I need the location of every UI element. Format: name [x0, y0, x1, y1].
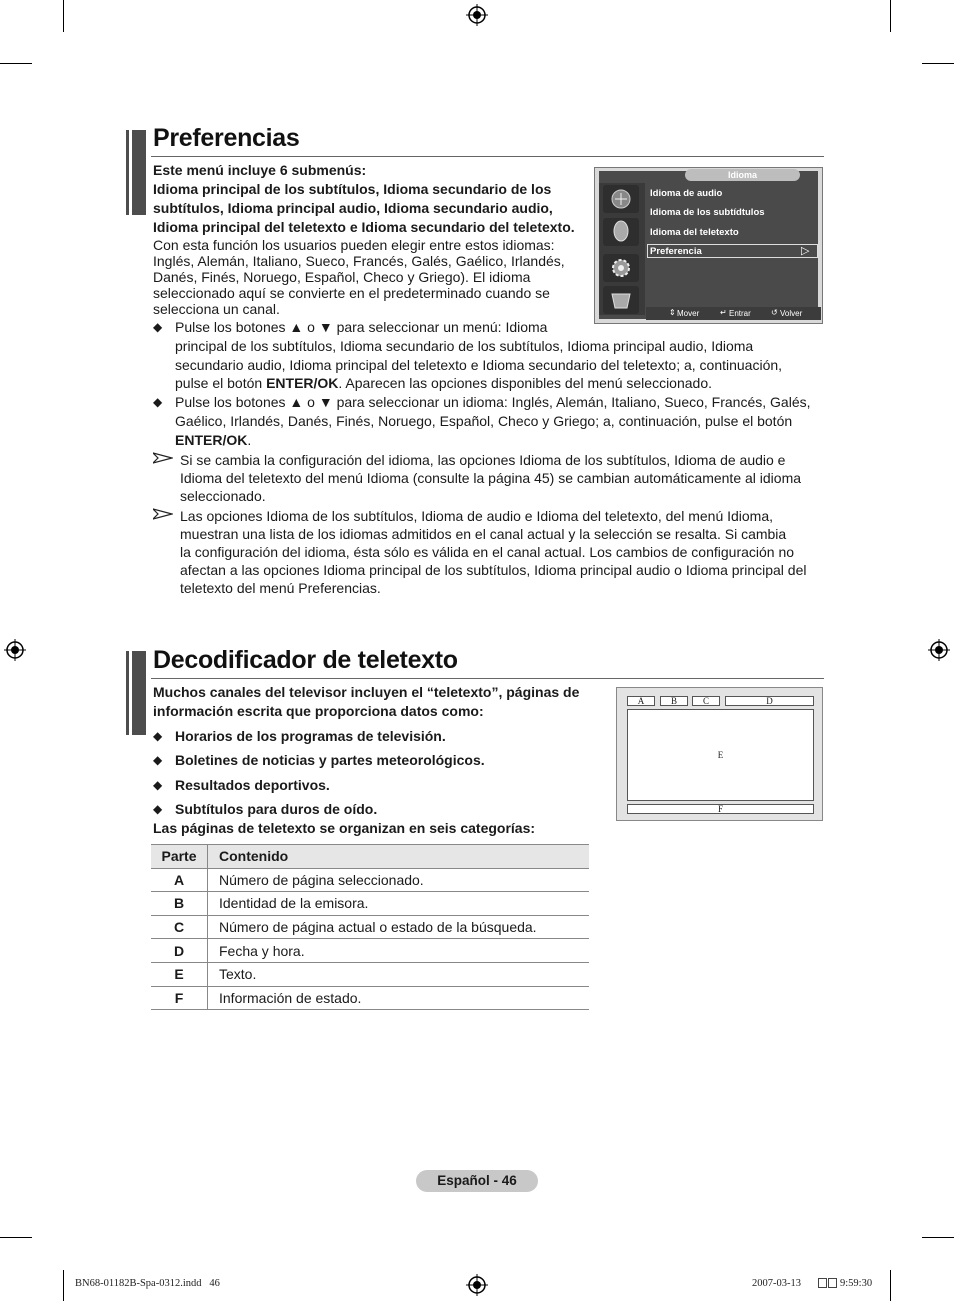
- table-cell-part: F: [151, 986, 208, 1010]
- teletext-box-d: D: [725, 696, 814, 706]
- intro-line: Idioma principal de los subtítulos, Idioma secundario de los: [153, 181, 552, 197]
- note-text: Si se cambia la configuración del idioma, las opciones Idioma de los subtítulos, Idioma de audio e: [180, 452, 786, 468]
- intro-line: seleccionado aquí se convierte en el predeterminado cuando se: [153, 285, 550, 301]
- table-header-cell: Contenido: [208, 845, 590, 869]
- teletext-parts-table: [151, 844, 589, 1010]
- bullet-text: Resultados deportivos.: [175, 777, 330, 793]
- osd-item-preferencia: Preferencia: [650, 246, 702, 257]
- registration-mark-bottom: [466, 1274, 488, 1296]
- outro-line: Las páginas de teletexto se organizan en seis categorías:: [153, 820, 536, 836]
- registration-mark-top: [466, 4, 488, 26]
- table-cell-content: Fecha y hora.: [208, 939, 590, 963]
- table-header-cell: Parte: [151, 845, 208, 869]
- intro-line: Idioma principal del teletexto e Idioma secundario del teletexto.: [153, 219, 575, 235]
- osd-footer: [646, 307, 821, 320]
- osd-back-label: Volver: [780, 309, 803, 318]
- osd-setup-icon: [603, 254, 639, 282]
- note-arrow-icon: [153, 452, 173, 464]
- osd-enter-label: Entrar: [729, 309, 751, 318]
- bullet-text: Boletines de noticias y partes meteorológicos.: [175, 752, 485, 768]
- table-row: [151, 868, 589, 892]
- note-text: seleccionado.: [180, 488, 266, 504]
- table-row: [151, 962, 589, 986]
- section-rule: [151, 678, 824, 679]
- table-cell-content: Información de estado.: [208, 986, 590, 1010]
- intro-line: Inglés, Alemán, Italiano, Sueco, Francés, Galés, Gaélico, Irlandés,: [153, 253, 565, 269]
- osd-move-icon: ⇕: [669, 308, 676, 317]
- footer-date: 2007-03-13: [752, 1278, 801, 1289]
- teletext-box-f: F: [627, 804, 814, 814]
- table-row: [151, 939, 589, 963]
- osd-back-icon: ↺: [771, 308, 778, 317]
- osd-item-teletext: Idioma del teletexto: [650, 227, 739, 238]
- teletext-box-b: B: [660, 696, 688, 706]
- bullet-text: pulse el botón ENTER/OK. Aparecen las opciones disponibles del menú seleccionado.: [175, 375, 712, 391]
- table-cell-part: C: [151, 915, 208, 939]
- note-text: la configuración del idioma, ésta sólo es válida en el canal actual. Los cambios de configuración no: [180, 544, 795, 560]
- bullet-text: Horarios de los programas de televisión.: [175, 728, 446, 744]
- intro-line: Con esta función los usuarios pueden elegir entre estos idiomas:: [153, 237, 555, 253]
- table-cell-content: Identidad de la emisora.: [208, 892, 590, 916]
- table-row: [151, 986, 589, 1010]
- intro-line: información escrita que proporciona datos como:: [153, 703, 484, 719]
- bullet-text: Pulse los botones ▲ o ▼ para seleccionar un menú: Idioma: [175, 319, 548, 335]
- table-cell-part: E: [151, 962, 208, 986]
- bullet-text: Subtítulos para duros de oído.: [175, 801, 378, 817]
- table-cell-part: D: [151, 939, 208, 963]
- intro-line: Muchos canales del televisor incluyen el “teletexto”, páginas de: [153, 684, 580, 700]
- bullet-text: Pulse los botones ▲ o ▼ para seleccionar un idioma: Inglés, Alemán, Italiano, Sueco, Francés, Galés,: [175, 394, 811, 410]
- teletext-box-a: A: [627, 696, 655, 706]
- section-marker-bar: [129, 130, 146, 215]
- page-number-label: Español - 46: [416, 1170, 538, 1192]
- diamond-bullet-icon: ◆: [153, 802, 163, 816]
- registration-mark-left: [4, 639, 26, 661]
- section-marker-bar: [129, 651, 146, 735]
- section-title-preferencias: Preferencias: [153, 124, 300, 152]
- diamond-bullet-icon: ◆: [153, 320, 163, 334]
- diamond-bullet-icon: ◆: [153, 729, 163, 743]
- section-title-teletexto: Decodificador de teletexto: [153, 646, 458, 674]
- note-text: muestran una lista de los idiomas admitidos en el canal actual y la selección se resalta. Si cambia: [180, 526, 787, 542]
- section-rule: [151, 156, 824, 157]
- note-text: afectan a las opciones Idioma principal de los subtítulos, Idioma principal audio o Idioma principal del: [180, 562, 807, 578]
- diamond-bullet-icon: ◆: [153, 395, 163, 409]
- registration-mark-right: [928, 639, 950, 661]
- footer-filename: BN68-01182B-Spa-0312.indd 46: [75, 1278, 220, 1289]
- diamond-bullet-icon: ◆: [153, 778, 163, 792]
- table-cell-content: Número de página actual o estado de la búsqueda.: [208, 915, 590, 939]
- osd-picture-icon: [603, 185, 639, 213]
- table-row: [151, 915, 589, 939]
- table-header-row: [151, 845, 589, 869]
- table-cell-content: Texto.: [208, 962, 590, 986]
- note-text: Idioma del teletexto del menú Idioma (consulte la página 45) se cambian automáticamente al idioma: [180, 470, 802, 486]
- note-text: Las opciones Idioma de los subtítulos, Idioma de audio e Idioma del teletexto, del menú Idioma,: [180, 508, 774, 524]
- bullet-text: Gaélico, Irlandés, Danés, Finés, Noruego, Español, Checo y Griego; a, continuación, pulse el botón: [175, 413, 793, 429]
- osd-item-subtitles: Idioma de los subtídtulos: [650, 207, 765, 218]
- table-cell-part: A: [151, 868, 208, 892]
- teletext-box-c: C: [692, 696, 720, 706]
- osd-chevron-right-icon: ▷: [801, 245, 810, 257]
- intro-line: Este menú incluye 6 submenús:: [153, 162, 367, 178]
- note-text: teletexto del menú Preferencias.: [180, 580, 381, 596]
- osd-enter-icon: ↵: [720, 308, 727, 317]
- osd-item-audio: Idioma de audio: [650, 188, 723, 199]
- note-arrow-icon: [153, 508, 173, 520]
- bullet-text: principal de los subtítulos, Idioma secundario de los subtítulos, Idioma principal audio, Idioma: [175, 338, 754, 354]
- osd-tab-idioma: Idioma: [685, 169, 800, 181]
- osd-input-icon: [603, 286, 639, 314]
- intro-line: subtítulos, Idioma principal audio, Idioma secundario audio,: [153, 200, 553, 216]
- osd-move-label: Mover: [677, 309, 700, 318]
- bullet-text: secundario audio, Idioma principal del teletexto e Idioma secundario del teletexto; a, continuación,: [175, 357, 783, 373]
- diamond-bullet-icon: ◆: [153, 753, 163, 767]
- bullet-text: ENTER/OK.: [175, 432, 252, 448]
- footer-glyph-boxes: [818, 1278, 837, 1291]
- footer-time: 9:59:30: [840, 1278, 873, 1289]
- osd-sound-icon: [603, 218, 639, 246]
- table-cell-part: B: [151, 892, 208, 916]
- teletext-box-e: E: [627, 709, 814, 801]
- intro-line: selecciona un canal.: [153, 301, 280, 317]
- intro-line: Danés, Finés, Noruego, Español, Checo y Griego). El idioma: [153, 269, 531, 285]
- table-row: [151, 892, 589, 916]
- table-cell-content: Número de página seleccionado.: [208, 868, 590, 892]
